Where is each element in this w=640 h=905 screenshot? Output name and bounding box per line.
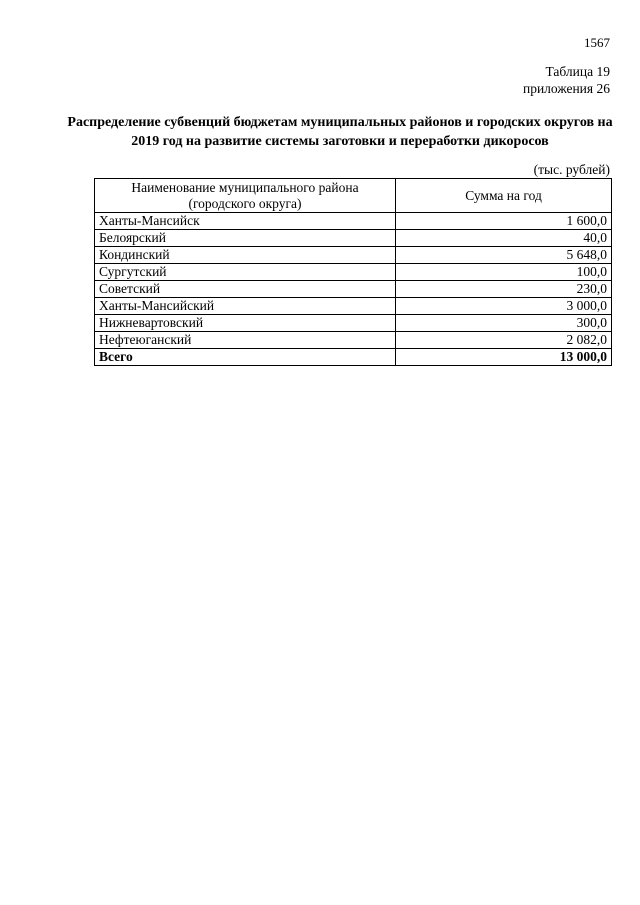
row-amount: 40,0 — [396, 230, 612, 247]
row-amount: 2 082,0 — [396, 332, 612, 349]
row-name: Белоярский — [95, 230, 396, 247]
table-label: Таблица 19 — [545, 64, 610, 79]
total-label: Всего — [95, 349, 396, 366]
table-row — [95, 213, 612, 230]
table-row — [95, 332, 612, 349]
total-amount: 13 000,0 — [396, 349, 612, 366]
appendix-label: приложения 26 — [522, 81, 610, 96]
row-name: Сургутский — [95, 264, 396, 281]
row-amount: 1 600,0 — [396, 213, 612, 230]
units-label: (тыс. рублей) — [533, 162, 610, 177]
table-row — [95, 298, 612, 315]
row-name: Советский — [95, 281, 396, 298]
row-name: Нефтеюганский — [95, 332, 396, 349]
row-name: Ханты-Мансийск — [95, 213, 396, 230]
row-name: Кондинский — [95, 247, 396, 264]
subsidy-table — [94, 178, 612, 366]
table-reference — [523, 63, 610, 97]
row-name: Ханты-Мансийский — [95, 298, 396, 315]
table-total-row — [95, 349, 612, 366]
row-amount: 100,0 — [396, 264, 612, 281]
row-amount: 300,0 — [396, 315, 612, 332]
table-row — [95, 315, 612, 332]
row-amount: 3 000,0 — [396, 298, 612, 315]
page-number: 1567 — [584, 35, 610, 50]
row-amount: 230,0 — [396, 281, 612, 298]
row-amount: 5 648,0 — [396, 247, 612, 264]
table-row — [95, 264, 612, 281]
table-row — [95, 247, 612, 264]
table-row — [95, 230, 612, 247]
row-name: Нижневартовский — [95, 315, 396, 332]
table-row — [95, 281, 612, 298]
column-header-name: Наименование муниципального района (городского округа) — [95, 179, 396, 213]
document-title: Распределение субвенций бюджетам муниципальных районов и городских округов на 2019 год на развитие системы заготовки и переработки дикоросов — [67, 115, 613, 149]
column-header-amount: Сумма на год — [396, 179, 612, 213]
table-header-row — [95, 179, 612, 213]
